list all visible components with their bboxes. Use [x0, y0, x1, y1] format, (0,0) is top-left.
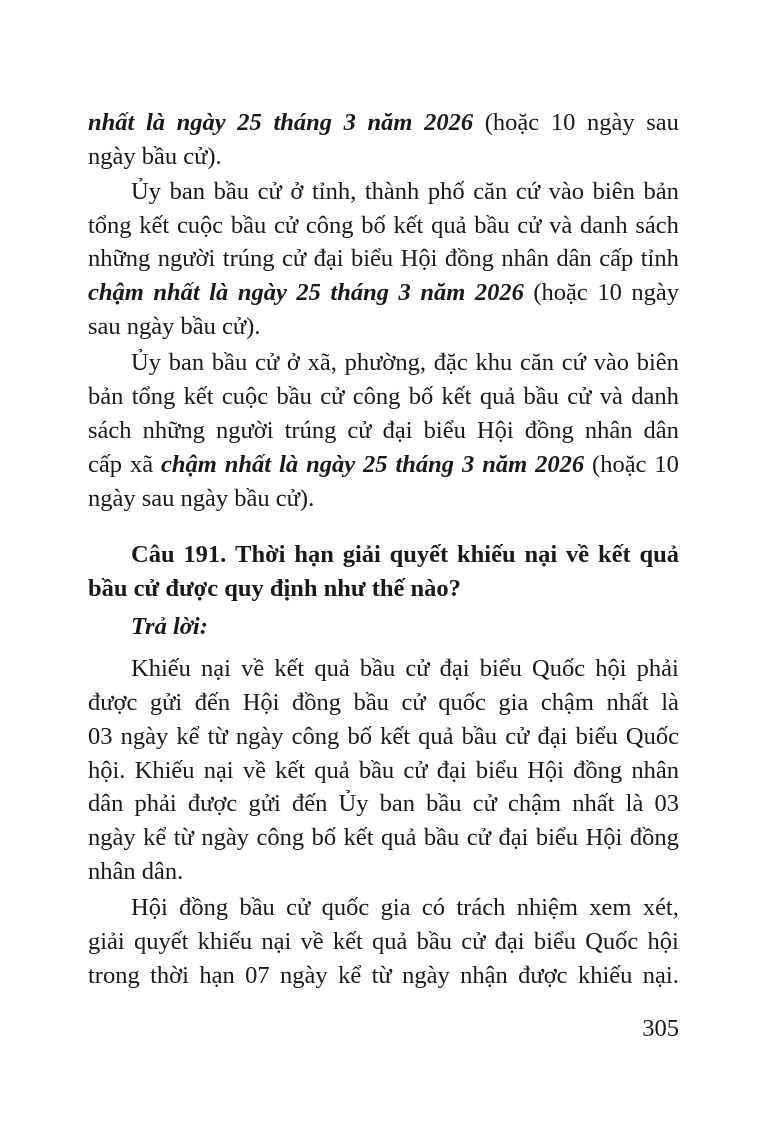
word: về: [241, 655, 265, 682]
paragraph-line: [131, 654, 679, 684]
word: bố: [408, 383, 434, 410]
word: giải: [88, 928, 125, 955]
word: 2026: [474, 279, 524, 306]
paragraph-line: [88, 722, 679, 752]
word: nại: [201, 655, 231, 682]
word: phải: [636, 655, 679, 682]
word: (hoặc: [484, 109, 540, 136]
word: quả: [314, 655, 350, 682]
word: bố: [347, 723, 372, 750]
word: tháng: [273, 109, 332, 136]
word: công: [256, 824, 305, 851]
page-number: 305: [642, 1015, 679, 1042]
word: những: [142, 417, 205, 444]
word: cử: [281, 245, 307, 272]
word: khiếu: [197, 928, 253, 955]
word: được: [88, 689, 138, 716]
word: biểu: [575, 723, 618, 750]
word: giải: [342, 541, 381, 568]
word: chậm: [540, 689, 594, 716]
word: xét,: [642, 894, 679, 921]
word: kết: [139, 212, 170, 239]
word: 3: [343, 109, 356, 136]
body-text: ngày sau ngày bầu cử).: [88, 485, 315, 512]
word: bầu: [474, 212, 510, 239]
word: bầu: [426, 790, 462, 817]
body-text: ngày bầu cử).: [88, 143, 222, 170]
word: sách: [88, 417, 132, 444]
word: nhân: [501, 245, 549, 272]
word: từ: [207, 723, 228, 750]
word: cử: [567, 383, 592, 410]
word: cuộc: [221, 383, 269, 410]
word: về: [300, 928, 324, 955]
word: bầu: [213, 178, 249, 205]
paragraph-line: [88, 108, 679, 138]
word: quyết: [133, 928, 189, 955]
word: Ủy: [338, 790, 369, 817]
question-heading: bầu cử được quy định như thế nào?: [88, 575, 461, 602]
word: là: [279, 451, 299, 478]
word: và: [599, 383, 623, 410]
word: Hội: [131, 894, 168, 921]
word: ngày: [201, 824, 249, 851]
word: cử: [472, 790, 497, 817]
word: quả: [381, 824, 417, 851]
word: quốc: [321, 894, 370, 921]
word: xã: [129, 451, 154, 478]
word: năm: [482, 451, 528, 478]
word: danh: [580, 212, 628, 239]
word: kể: [338, 962, 362, 989]
word: 25: [237, 109, 262, 136]
word: đại: [537, 723, 568, 750]
paragraph-line: [88, 823, 679, 853]
word: ngày: [88, 824, 136, 851]
word: căn: [473, 178, 508, 205]
word: hạn: [294, 541, 334, 568]
word: xem: [589, 894, 632, 921]
paragraph-line: [88, 244, 679, 274]
word: kết: [343, 824, 374, 851]
word: ngày: [586, 109, 635, 136]
word: bầu: [423, 824, 460, 851]
word: nhận: [460, 962, 508, 989]
word: cử: [320, 383, 345, 410]
word: 10: [654, 451, 679, 478]
word: đặc: [433, 349, 468, 376]
paragraph-line: nhân dân.: [88, 858, 184, 885]
word: quả: [314, 757, 350, 784]
word: về: [242, 757, 266, 784]
word: nhất: [572, 790, 615, 817]
word: 25: [296, 279, 321, 306]
word: ngày: [237, 279, 287, 306]
word: nhất: [153, 279, 200, 306]
word: bản: [88, 383, 124, 410]
word: hội: [595, 655, 627, 682]
paragraph-line: [88, 789, 679, 819]
word: biên: [592, 178, 635, 205]
paragraph-line: [88, 688, 679, 718]
answer-label: Trả lời:: [131, 613, 208, 640]
word: Hội: [400, 245, 438, 272]
word: đồng: [573, 757, 623, 784]
word: gia: [498, 689, 529, 716]
word: đến: [194, 689, 231, 716]
word: phường,: [344, 349, 426, 376]
word: năm: [367, 109, 413, 136]
word: ngày: [306, 451, 356, 478]
word: cử: [466, 824, 491, 851]
word: căn: [519, 349, 554, 376]
word: hạn: [199, 962, 235, 989]
word: quả: [418, 723, 454, 750]
word: kể: [143, 824, 167, 851]
word: Quốc: [625, 723, 679, 750]
word: vào: [548, 178, 585, 205]
word: xã,: [307, 349, 337, 376]
word: biểu: [475, 757, 519, 784]
word: 03: [88, 723, 113, 750]
word: đại: [494, 928, 525, 955]
word: khiếu: [577, 962, 633, 989]
word: chậm: [161, 451, 217, 478]
word: bản: [643, 178, 679, 205]
word: nhân: [631, 757, 679, 784]
word: Quốc: [532, 655, 586, 682]
word: tổng: [88, 212, 132, 239]
word: dân: [643, 417, 679, 444]
word: kể: [176, 723, 200, 750]
word: ban: [168, 349, 205, 376]
word: 25: [363, 451, 388, 478]
paragraph-line: [131, 348, 679, 378]
word: bầu: [461, 723, 498, 750]
paragraph-line: [88, 278, 679, 308]
word: 3: [398, 279, 411, 306]
paragraph-line: [88, 312, 679, 342]
word: cử: [461, 928, 486, 955]
word: đồng: [524, 417, 574, 444]
word: bầu: [359, 655, 396, 682]
word: kết: [441, 383, 472, 410]
word: cứ: [561, 349, 586, 376]
word: bầu: [523, 383, 559, 410]
word: Hội: [585, 824, 623, 851]
word: dân: [556, 245, 592, 272]
word: ở: [286, 349, 300, 376]
word: người: [157, 245, 216, 272]
word: là: [145, 109, 166, 136]
word: 2026: [535, 451, 585, 478]
word: 191.: [183, 541, 227, 568]
word: quả: [479, 383, 516, 410]
word: biểu: [350, 245, 394, 272]
word: ngày: [176, 109, 226, 136]
word: cử: [286, 894, 311, 921]
word: và: [549, 212, 573, 239]
word: kết: [332, 928, 363, 955]
word: vào: [593, 349, 629, 376]
word: ban: [169, 178, 205, 205]
word: cử: [401, 689, 426, 716]
word: là: [661, 689, 679, 716]
word: tổng: [131, 383, 176, 410]
word: bầu: [276, 383, 312, 410]
paragraph-line: [88, 211, 679, 241]
word: sau: [646, 109, 679, 136]
word: về: [565, 541, 590, 568]
word: Câu: [131, 541, 175, 568]
word: công: [352, 383, 401, 410]
word: dân: [88, 790, 124, 817]
paragraph-line: [88, 484, 679, 514]
word: gia: [380, 894, 411, 921]
word: Quốc: [585, 928, 639, 955]
word: bầu: [358, 757, 395, 784]
word: ngày: [402, 962, 450, 989]
word: (hoặc: [533, 279, 588, 306]
word: phố: [427, 178, 465, 205]
paragraph-line: [88, 416, 679, 446]
word: Ủy: [131, 349, 161, 376]
word: có: [421, 894, 446, 921]
word: kết: [275, 757, 306, 784]
word: Hội: [242, 689, 280, 716]
word: biểu: [423, 417, 466, 444]
word: cấp: [88, 451, 122, 478]
word: tháng: [395, 451, 455, 478]
word: biểu: [479, 655, 522, 682]
word: 07: [245, 962, 270, 989]
word: kết: [393, 212, 424, 239]
word: cử: [505, 723, 530, 750]
word: nhiệm: [516, 894, 578, 921]
word: nhất: [88, 109, 135, 136]
word: kết: [380, 723, 411, 750]
word: cấp: [599, 245, 634, 272]
paragraph-line: [88, 927, 679, 957]
word: tỉnh: [640, 245, 679, 272]
word: sách: [635, 212, 679, 239]
word: những: [88, 245, 151, 272]
word: gửi: [248, 790, 281, 817]
paragraph-line: [88, 142, 679, 172]
word: cử: [403, 757, 428, 784]
word: đồng: [292, 689, 342, 716]
word: bố: [361, 212, 386, 239]
paragraph-line: [131, 893, 679, 923]
word: (hoặc: [592, 451, 647, 478]
word: là: [209, 279, 229, 306]
word: phải: [134, 790, 177, 817]
word: nại: [524, 541, 558, 568]
word: đồng: [444, 245, 494, 272]
word: đại: [498, 824, 529, 851]
word: biểu: [533, 928, 576, 955]
paragraph-line: [88, 382, 679, 412]
word: danh: [631, 383, 679, 410]
word: quả: [639, 541, 679, 568]
word: ở: [290, 178, 304, 205]
word: trúng: [222, 245, 275, 272]
word: bầu: [353, 689, 389, 716]
word: 10: [597, 279, 622, 306]
word: 3: [462, 451, 475, 478]
paragraph-line: [88, 450, 679, 480]
word: bầu: [211, 349, 248, 376]
word: ngày: [120, 723, 169, 750]
word: Hội: [527, 757, 564, 784]
word: ngày: [280, 962, 328, 989]
word: ngày: [631, 279, 679, 306]
word: quyết: [389, 541, 449, 568]
word: được: [518, 962, 568, 989]
word: đồng: [629, 824, 679, 851]
word: nại: [203, 757, 234, 784]
word: cử: [517, 212, 542, 239]
word: được: [187, 790, 238, 817]
word: bố: [311, 824, 337, 851]
question-heading: [131, 540, 679, 570]
word: cử: [254, 349, 280, 376]
word: ngày: [235, 723, 284, 750]
word: là: [625, 790, 644, 817]
word: 10: [550, 109, 576, 136]
word: cử: [274, 212, 299, 239]
paragraph-line: [131, 177, 679, 207]
word: 2026: [424, 109, 474, 136]
word: chậm: [508, 790, 562, 817]
word: công: [291, 723, 340, 750]
word: bầu: [416, 928, 453, 955]
word: kết: [274, 655, 305, 682]
word: quả: [431, 212, 467, 239]
word: Khiếu: [131, 655, 191, 682]
word: khu: [475, 349, 513, 376]
word: nhất: [606, 689, 649, 716]
word: đồng: [179, 894, 229, 921]
word: khiếu: [457, 541, 516, 568]
word: trách: [456, 894, 506, 921]
word: tháng: [330, 279, 389, 306]
paragraph-line: [88, 756, 679, 786]
word: công: [305, 212, 354, 239]
word: từ: [371, 962, 392, 989]
word: cử: [347, 417, 372, 444]
word: kết: [183, 383, 214, 410]
word: năm: [420, 279, 466, 306]
word: đến: [291, 790, 328, 817]
word: đại: [313, 245, 344, 272]
word: hội.: [88, 757, 126, 784]
word: chậm: [88, 279, 144, 306]
word: Thời: [235, 541, 286, 568]
word: 03: [654, 790, 679, 817]
word: biểu: [535, 824, 579, 851]
word: bầu: [230, 212, 267, 239]
word: Ủy: [131, 178, 161, 205]
word: ban: [379, 790, 415, 817]
word: thành: [364, 178, 420, 205]
word: biên: [636, 349, 679, 376]
word: cử: [405, 655, 430, 682]
word: quả: [372, 928, 408, 955]
word: cuộc: [176, 212, 224, 239]
word: nhân: [584, 417, 633, 444]
word: gửi: [149, 689, 183, 716]
body-text: sau ngày bầu cử).: [88, 313, 261, 340]
word: cứ: [515, 178, 541, 205]
word: Khiếu: [134, 757, 195, 784]
word: bầu: [239, 894, 275, 921]
word: cử: [257, 178, 282, 205]
word: nhất: [224, 451, 272, 478]
word: đại: [436, 757, 467, 784]
word: nại: [261, 928, 292, 955]
word: đại: [439, 655, 470, 682]
word: quốc: [438, 689, 486, 716]
word: người: [215, 417, 274, 444]
word: tỉnh,: [311, 178, 357, 205]
word: đại: [382, 417, 413, 444]
word: trong: [88, 962, 140, 989]
paragraph-line: [88, 961, 679, 991]
word: Hội: [476, 417, 514, 444]
word: từ: [173, 824, 194, 851]
word: kết: [597, 541, 631, 568]
word: hội: [647, 928, 679, 955]
word: thời: [150, 962, 189, 989]
word: trúng: [284, 417, 337, 444]
word: nại.: [642, 962, 679, 989]
